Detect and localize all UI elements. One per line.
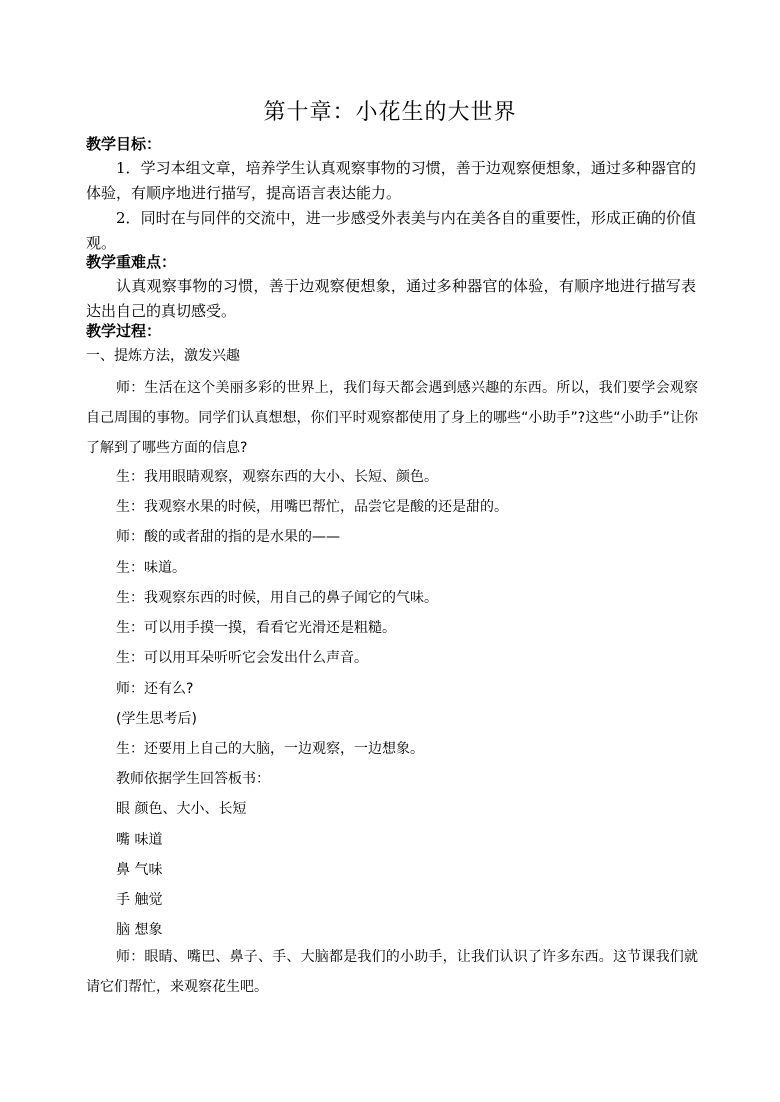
dialogue-line: 教师依据学生回答板书：: [116, 771, 270, 787]
dialogue-line: 生：我观察水果的时候，用嘴巴帮忙，品尝它是酸的还是甜的。: [116, 499, 508, 515]
section-heading: 一、提炼方法，激发兴趣: [86, 348, 240, 364]
dialogue-line: 生：我用眼睛观察，观察东西的大小、长短、颜色。: [116, 469, 438, 485]
teacher-summary-paragraph: 师：眼睛、嘴巴、鼻子、手、大脑都是我们的小助手，让我们认识了许多东西。这节课我们就请它们帮忙，来观察花生吧。: [86, 949, 698, 995]
key-points-heading: 教学重难点：: [86, 253, 177, 271]
board-note-line: 脑 想象: [116, 922, 163, 938]
process-heading: 教学过程：: [86, 322, 162, 340]
goal-item-2: 2．同时在与同伴的交流中，进一步感受外表美与内在美各自的重要性，形成正确的价值观。: [86, 209, 696, 252]
goal-item-1: 1．学习本组文章，培养学生认真观察事物的习惯，善于边观察便想象，通过多种器官的体验，有顺序地进行描写，提高语言表达能力。: [86, 159, 696, 202]
dialogue-line: 生：可以用手摸一摸，看看它光滑还是粗糙。: [116, 620, 396, 636]
board-note-line: 鼻 气味: [116, 862, 163, 878]
goals-heading: 教学目标：: [86, 135, 162, 153]
board-note-line: 眼 颜色、大小、长短: [116, 801, 247, 817]
page-title: 第十章：小花生的大世界: [263, 100, 517, 125]
key-points-text: 认真观察事物的习惯，善于边观察便想象，通过多种器官的体验，有顺序地进行描写表达出自己的真切感受。: [86, 277, 696, 320]
dialogue-line: 师：酸的或者甜的指的是水果的——: [116, 529, 340, 545]
dialogue-line: (学生思考后): [116, 711, 197, 727]
board-note-line: 嘴 味道: [116, 832, 163, 848]
dialogue-line: 生：味道。: [116, 560, 186, 576]
board-note-line: 手 触觉: [116, 892, 163, 908]
dialogue-line: 生：还要用上自己的大脑，一边观察，一边想象。: [116, 741, 424, 757]
dialogue-line: 生：可以用耳朵听听它会发出什么声音。: [116, 650, 368, 666]
dialogue-line: 师：还有么?: [116, 681, 194, 697]
teacher-intro-paragraph: 师：生活在这个美丽多彩的世界上，我们每天都会遇到感兴趣的东西。所以，我们要学会观察自己周围的事物。同学们认真想想，你们平时观察都使用了身上的哪些“小助手”?这些“小助手”让你了解到了哪些方面的信息?: [86, 380, 698, 456]
dialogue-line: 生：我观察东西的时候，用自己的鼻子闻它的气味。: [116, 590, 438, 606]
